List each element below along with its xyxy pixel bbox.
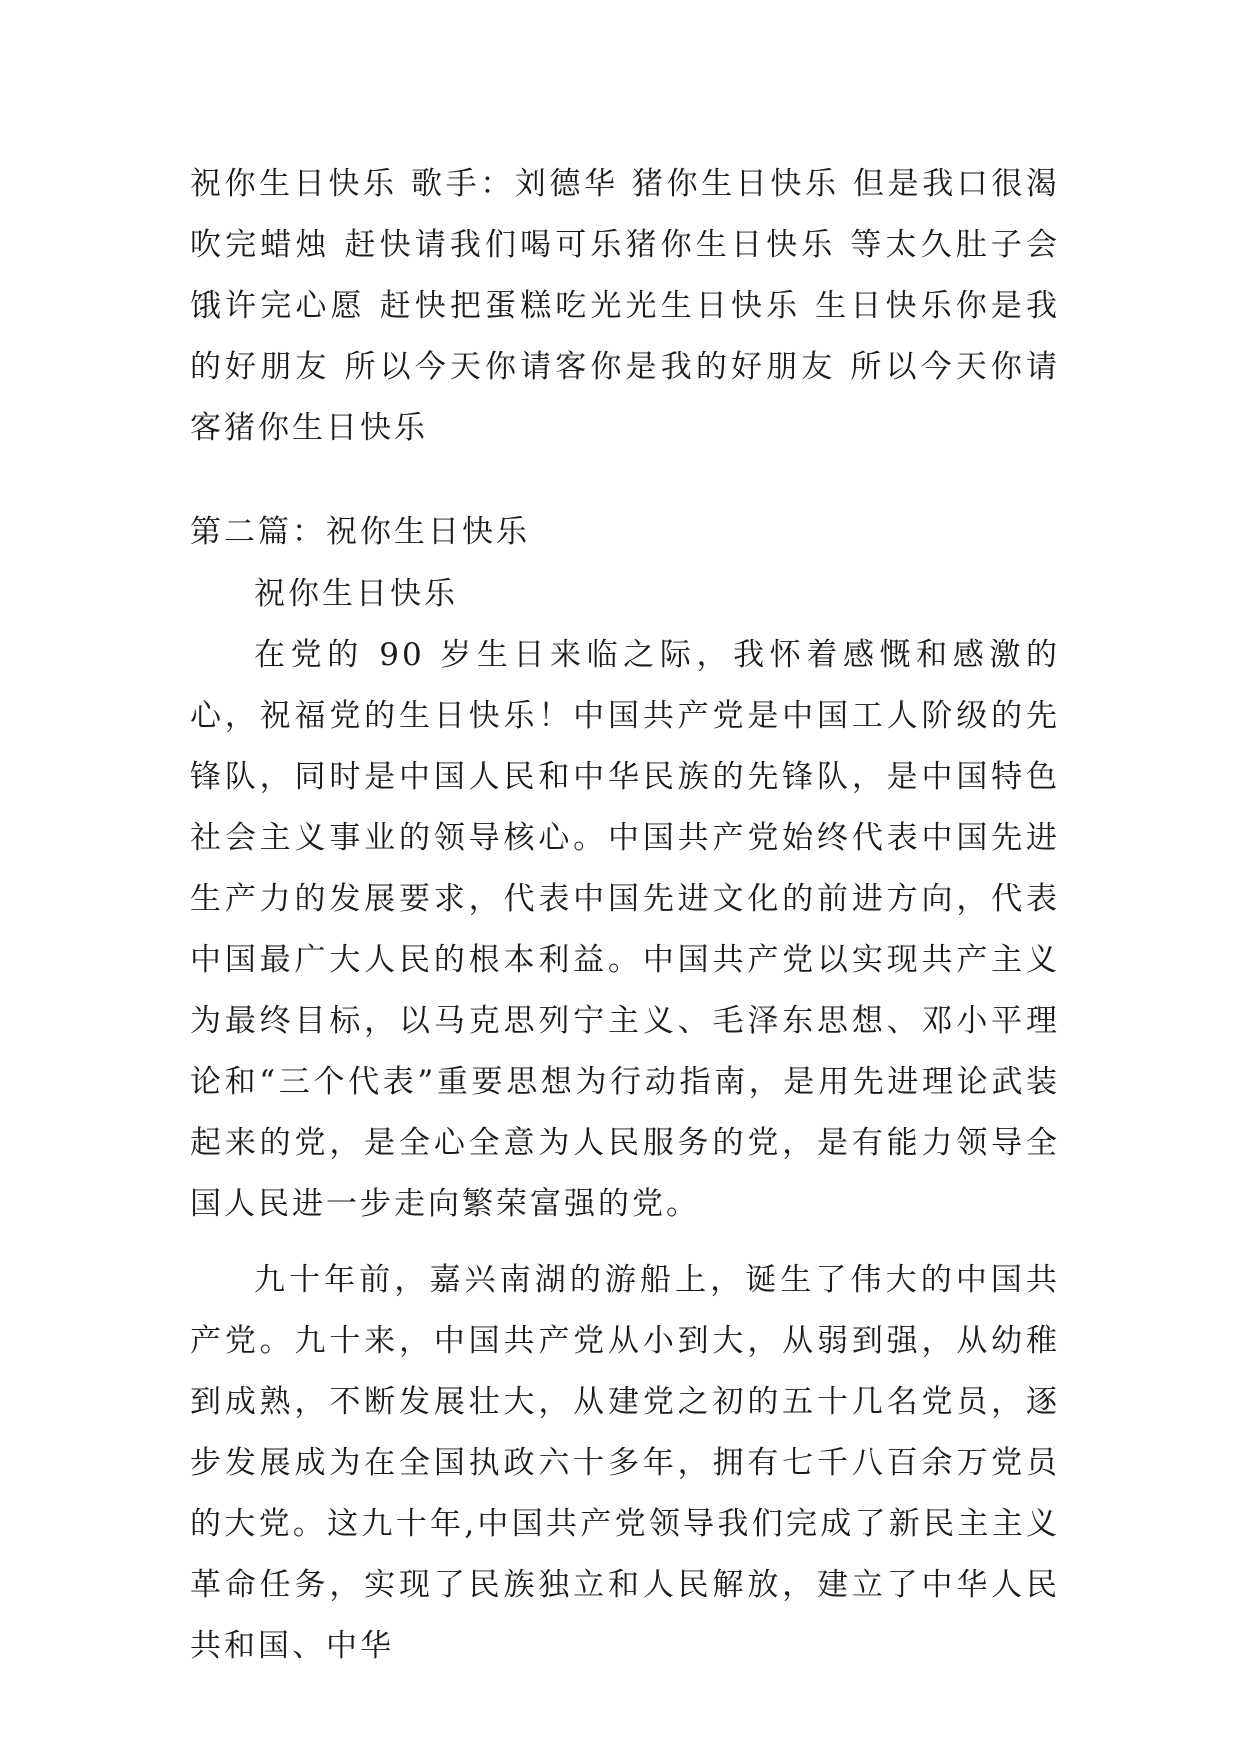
lyrics-block <box>190 154 1060 459</box>
article-title: 祝你生日快乐 <box>254 576 458 612</box>
section-heading: 第二篇：祝你生日快乐 <box>190 514 530 550</box>
article-body <box>190 564 1060 1677</box>
lyrics-paragraph: 祝你生日快乐 歌手：刘德华 猪你生日快乐 但是我口很渴 吹完蜡烛 赶快请我们喝可乐猪你生日快乐 等太久肚子会饿许完心愿 赶快把蛋糕吃光光生日快乐 生日快乐你是我的好朋友 所以今天你请客你是我的好朋友 所以今天你请客猪你生日快乐 <box>190 166 1060 446</box>
section-heading-block <box>190 502 1060 563</box>
paragraph-spacer <box>190 1235 1060 1250</box>
article-paragraph-2: 九十年前，嘉兴南湖的游船上，诞生了伟大的中国共产党。九十来，中国共产党从小到大，从弱到强，从幼稚到成熟，不断发展壮大，从建党之初的五十几名党员，逐步发展成为在全国执政六十多年，拥有七千八百余万党员的大党。这九十年,中国共产党领导我们完成了新民主主义革命任务，实现了民族独立和人民解放，建立了中华人民共和国、中华 <box>190 1262 1060 1664</box>
article-paragraph-1: 在党的 90 岁生日来临之际，我怀着感慨和感激的心，祝福党的生日快乐！中国共产党是中国工人阶级的先锋队，同时是中国人民和中华民族的先锋队，是中国特色社会主义事业的领导核心。中国共产党始终代表中国先进生产力的发展要求，代表中国先进文化的前进方向，代表中国最广大人民的根本利益。中国共产党以实现共产主义为最终目标，以马克思列宁主义、毛泽东思想、邓小平理论和“三个代表”重要思想为行动指南，是用先进理论武装起来的党，是全心全意为人民服务的党，是有能力领导全国人民进一步走向繁荣富强的党。 <box>190 637 1060 1222</box>
